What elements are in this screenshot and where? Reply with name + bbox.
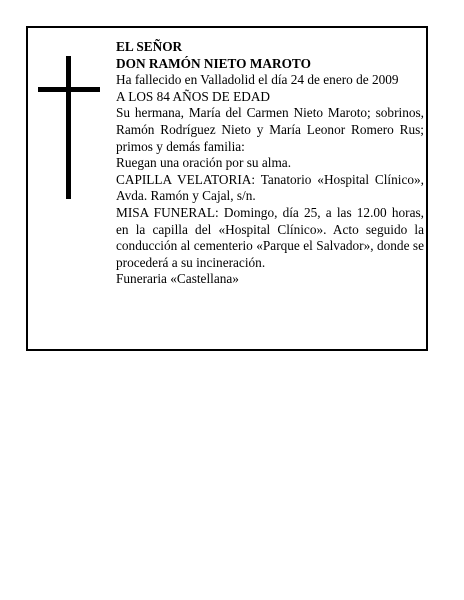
family-paragraph: Su hermana, María del Carmen Nieto Maroto; sobrinos, Ramón Rodríguez Nieto y María Leonor Romero Rus; primos y demás familia: [116,105,424,154]
notice-text [116,39,424,288]
chapel-info: CAPILLA VELATORIA: Tanatorio «Hospital Clínico», Avda. Ramón y Cajal, s/n. [116,171,424,204]
cross-horizontal-bar [38,87,100,92]
notice-header-title: EL SEÑOR [116,39,183,54]
deceased-name: DON RAMÓN NIETO MAROTO [116,55,311,71]
obituary-notice [26,26,428,351]
cross-icon [38,56,100,199]
age-line: A LOS 84 AÑOS DE EDAD [116,88,271,104]
cross-vertical-bar [66,56,71,199]
funeral-mass-info: MISA FUNERAL: Domingo, día 25, a las 12.00 horas, en la capilla del «Hospital Clínico». Acto seguido la conducción al cementerio «Parque el Salvador», donde se procederá a su incineración. [116,204,424,270]
prayer-request: Ruegan una oración por su alma. [116,155,292,171]
funeral-home: Funeraria «Castellana» [116,271,239,287]
death-announcement: Ha fallecido en Valladolid el día 24 de enero de 2009 [116,72,399,88]
